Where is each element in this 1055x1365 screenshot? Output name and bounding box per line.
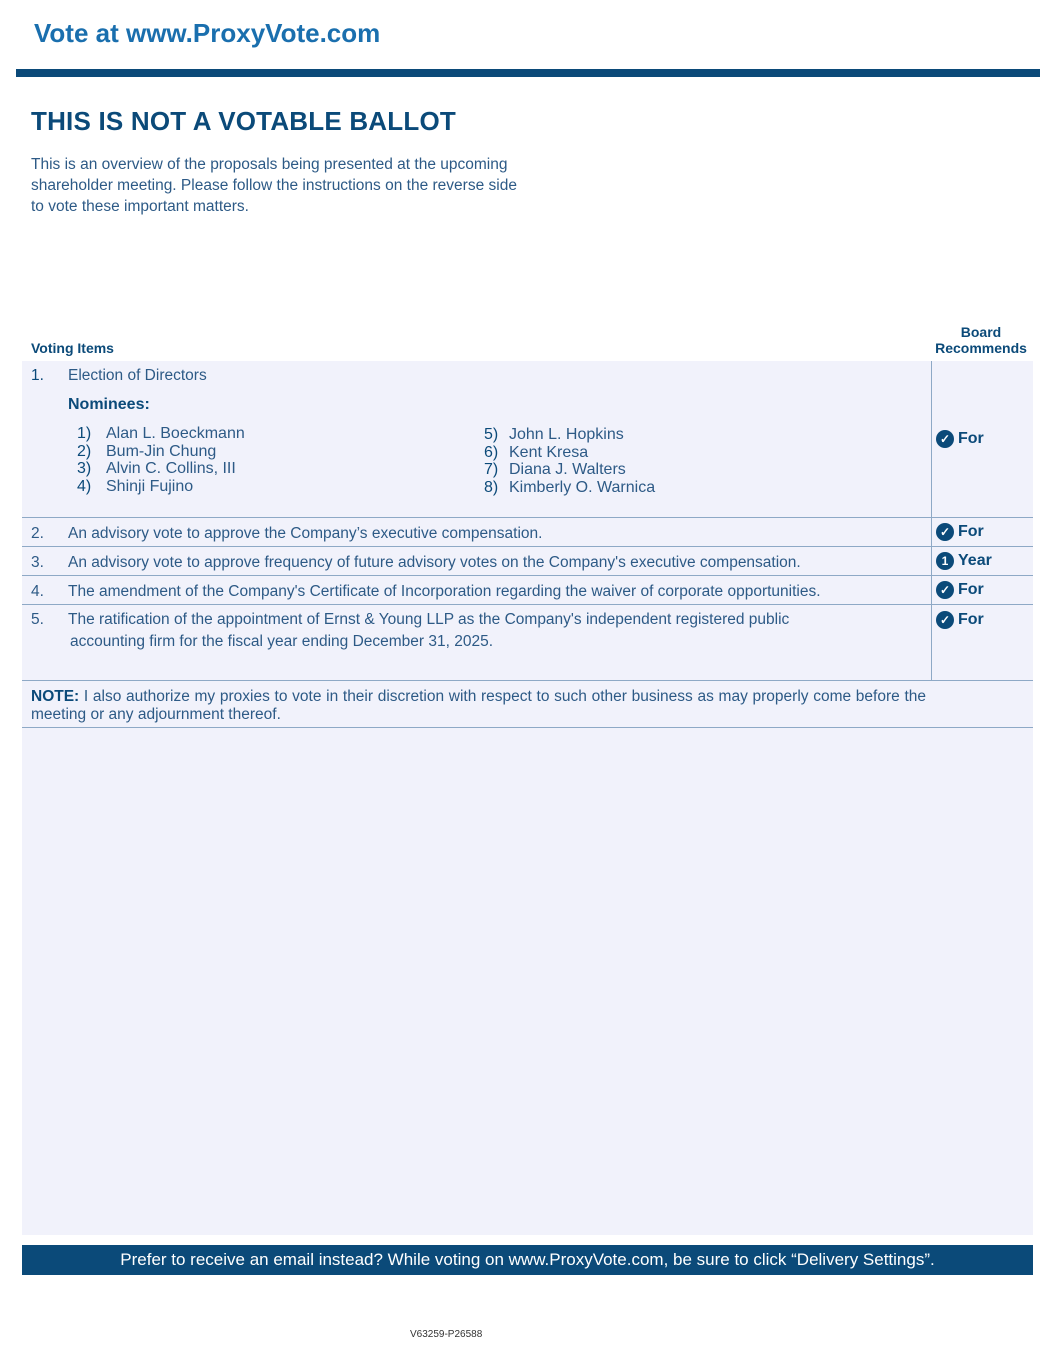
- recommendation-column-divider: [931, 361, 932, 681]
- voting-item-4: [31, 583, 911, 603]
- item-text: Election of Directors: [68, 367, 207, 384]
- voting-item-5: [31, 611, 911, 655]
- item-2-recommendation: [936, 523, 984, 541]
- row-divider: [22, 680, 1033, 681]
- board-recommends-header: [926, 324, 1036, 356]
- item-4-recommendation: [936, 581, 984, 599]
- nominee-number: 8): [484, 479, 499, 496]
- note-label: NOTE:: [31, 688, 80, 705]
- nominee-name: Alan L. Boeckmann: [106, 425, 245, 442]
- row-divider: [22, 575, 1033, 576]
- check-icon: ✓: [936, 611, 954, 629]
- note-text: I also authorize my proxies to vote in their discretion with respect to such other business as may properly come before the meeting or any adjournment thereof.: [31, 688, 926, 723]
- delivery-settings-banner: Prefer to receive an email instead? While voting on www.ProxyVote.com, be sure to click “Delivery Settings”.: [22, 1245, 1033, 1275]
- ballot-title: THIS IS NOT A VOTABLE BALLOT: [31, 106, 456, 136]
- item-1-recommendation: [936, 430, 984, 448]
- check-icon: ✓: [936, 581, 954, 599]
- check-icon: ✓: [936, 430, 954, 448]
- item-5-recommendation: [936, 611, 984, 629]
- item-text: An advisory vote to approve frequency of future advisory votes on the Company's executive compensation.: [68, 554, 801, 571]
- board-recommends-line2: Recommends: [935, 340, 1027, 356]
- nominee-number: 3): [77, 460, 92, 477]
- recommendation-label: For: [958, 611, 984, 628]
- nominee-number: 5): [484, 426, 499, 443]
- nominee-name: Kimberly O. Warnica: [509, 479, 656, 496]
- item-text-line2: accounting firm for the fiscal year ending December 31, 2025.: [70, 633, 494, 650]
- item-number: 2.: [31, 525, 44, 542]
- proxyvote-header-title: Vote at www.ProxyVote.com: [34, 18, 381, 48]
- nominee-name: Kent Kresa: [509, 444, 589, 461]
- recommendation-label: Year: [958, 552, 992, 569]
- item-number: 3.: [31, 554, 44, 571]
- nominee-name: Shinji Fujino: [106, 478, 194, 495]
- item-number: 5.: [31, 611, 44, 628]
- check-icon: ✓: [936, 523, 954, 541]
- nominee-name: Diana J. Walters: [509, 461, 626, 478]
- header-divider: [16, 69, 1040, 77]
- nominee-number: 2): [77, 443, 92, 460]
- nominee-name: Bum-Jin Chung: [106, 443, 217, 460]
- voting-item-3: [31, 554, 911, 574]
- row-divider: [22, 546, 1033, 547]
- row-divider: [22, 727, 1033, 728]
- nominee-name: Alvin C. Collins, III: [106, 460, 236, 477]
- nominee-2: [77, 443, 216, 461]
- ballot-intro: This is an overview of the proposals being presented at the upcoming shareholder meeting. Please follow the instructions on the reverse side to vote these important matters.: [31, 156, 517, 215]
- recommendation-label: For: [958, 581, 984, 598]
- nominee-1: [77, 425, 245, 443]
- nominee-8: [484, 479, 655, 497]
- nominee-3: [77, 460, 236, 478]
- nominee-7: [484, 461, 626, 479]
- item-number: 4.: [31, 583, 44, 600]
- number-one-icon: 1: [936, 552, 954, 570]
- row-divider: [22, 517, 1033, 518]
- nominee-6: [484, 444, 588, 462]
- nominee-4: [77, 478, 193, 496]
- nominee-number: 7): [484, 461, 499, 478]
- nominee-number: 6): [484, 444, 499, 461]
- voting-item-2: [31, 525, 911, 545]
- board-recommends-line1: Board: [960, 324, 1002, 340]
- nominee-5: [484, 426, 624, 444]
- nominees-label: Nominees:: [68, 396, 150, 413]
- voting-item-1: [31, 367, 911, 387]
- item-text: An advisory vote to approve the Company’s executive compensation.: [68, 525, 543, 542]
- item-text: The amendment of the Company's Certificate of Incorporation regarding the waiver of corporate opportunities.: [68, 583, 821, 600]
- document-code: V63259-P26588: [410, 1329, 483, 1340]
- recommendation-label: For: [958, 430, 984, 447]
- nominee-number: 1): [77, 425, 92, 442]
- note-paragraph: [31, 688, 926, 724]
- nominee-number: 4): [77, 478, 92, 495]
- voting-items-header: Voting Items: [31, 340, 114, 356]
- nominee-name: John L. Hopkins: [509, 426, 624, 443]
- item-number: 1.: [31, 367, 44, 384]
- row-divider: [22, 604, 1033, 605]
- item-text-line1: The ratification of the appointment of Ernst & Young LLP as the Company's independent registered public: [68, 611, 790, 628]
- item-3-recommendation: [936, 552, 992, 570]
- recommendation-label: For: [958, 523, 984, 540]
